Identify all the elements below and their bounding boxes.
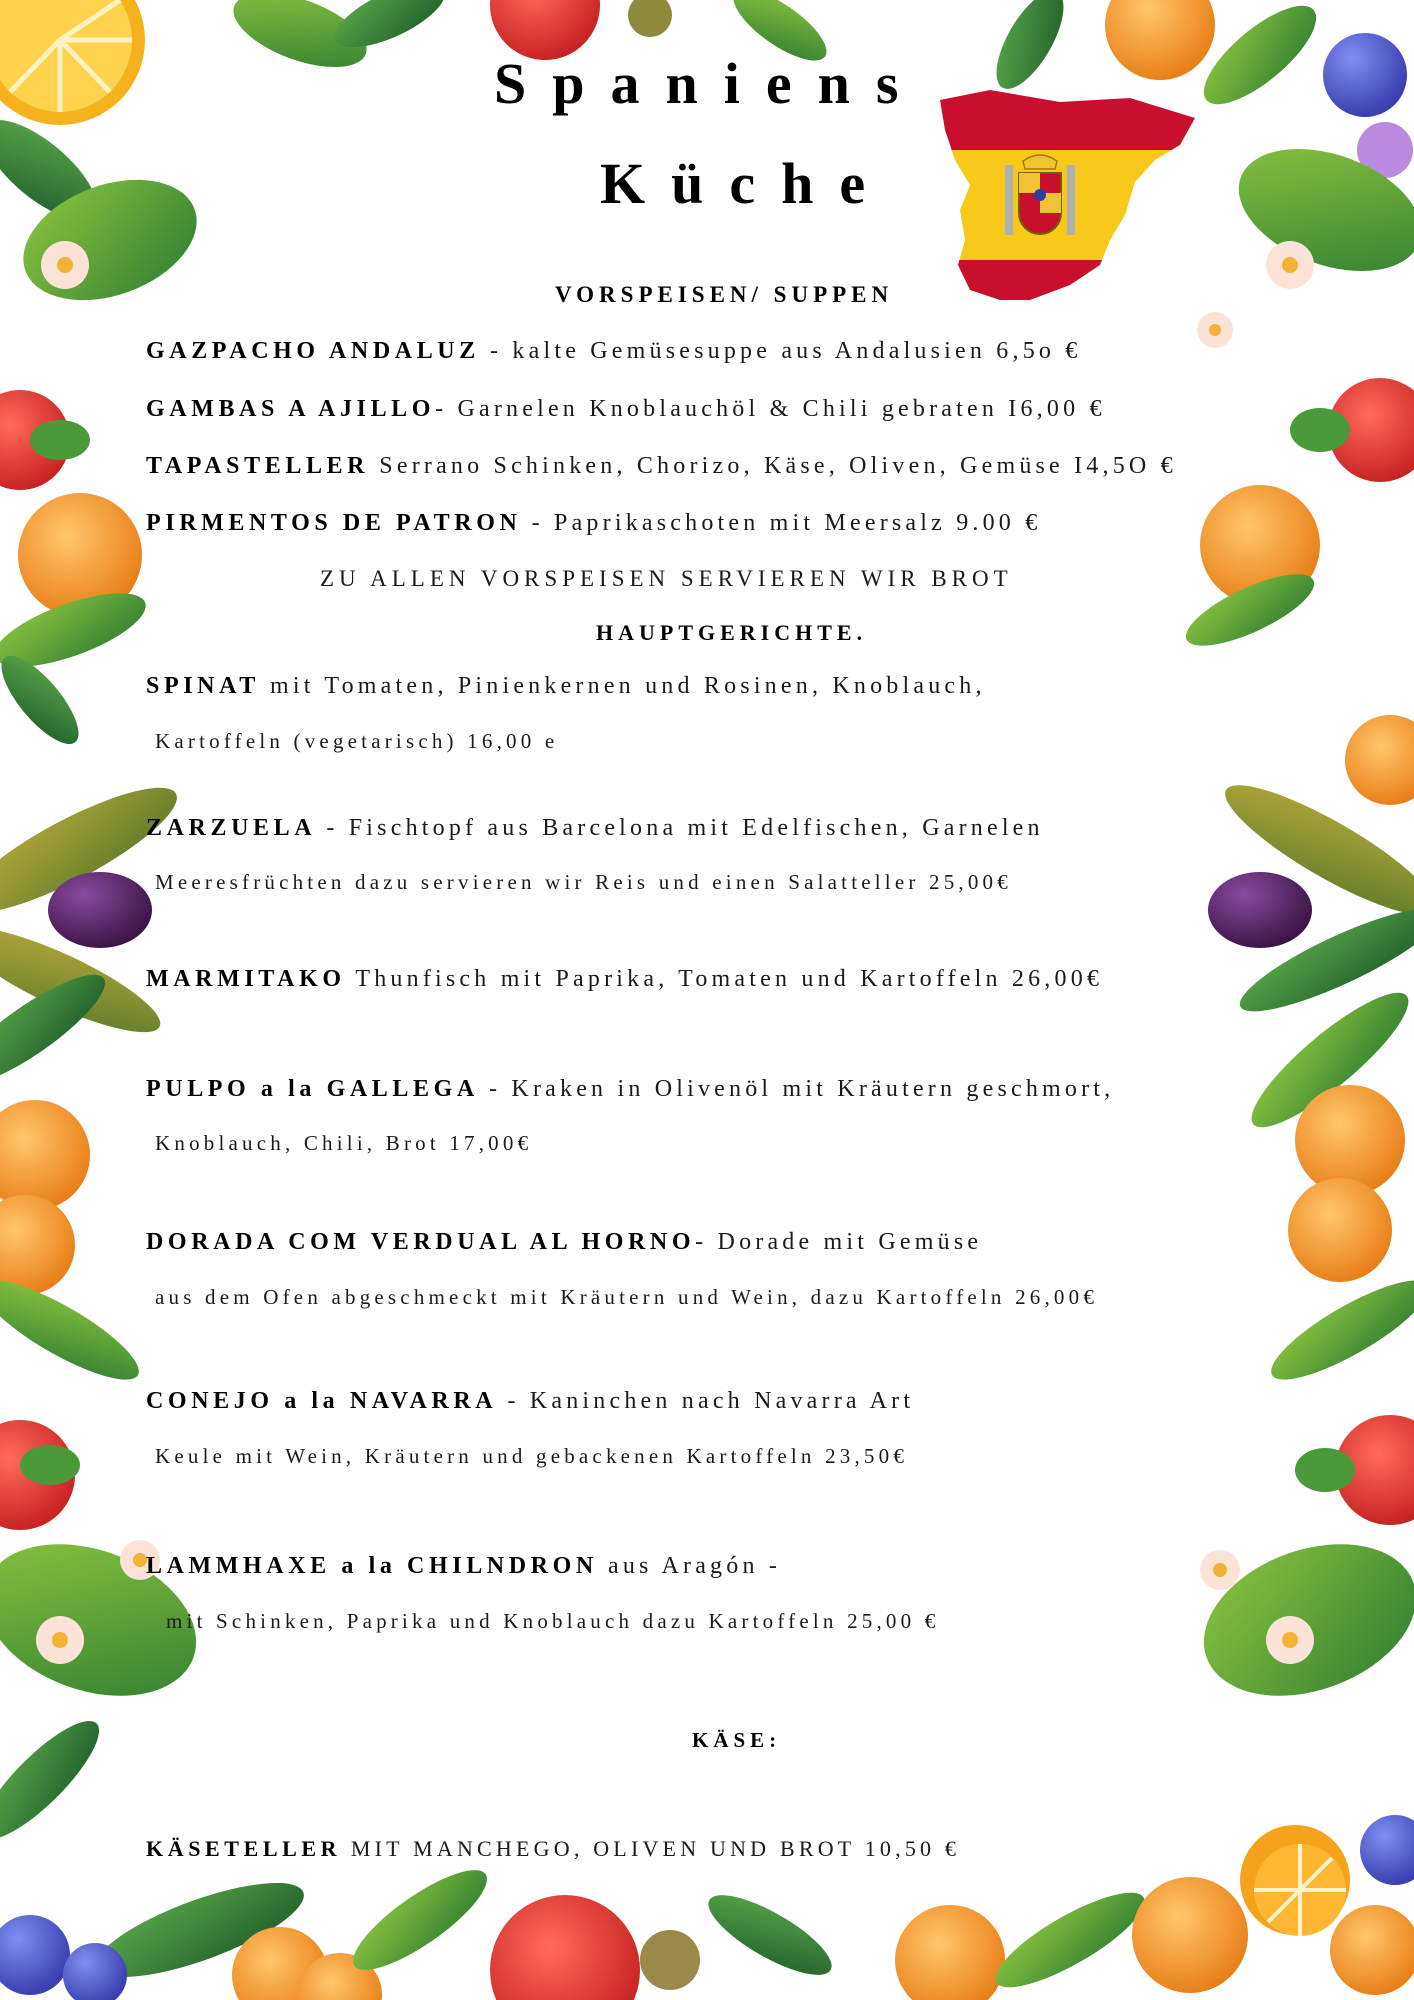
dish-description-line2: mit Schinken, Paprika und Knoblauch dazu Kartoffeln 25,00 € bbox=[166, 1609, 940, 1633]
dish-name: PIRMENTOS DE PATRON bbox=[146, 510, 522, 536]
dish-name: SPINAT bbox=[146, 673, 260, 699]
dish-description: Thunfisch mit Paprika, Tomaten und Kartoffeln 26,00€ bbox=[345, 966, 1104, 992]
menu-item-marmitako bbox=[146, 966, 1103, 993]
menu-item-conejo bbox=[146, 1388, 914, 1415]
dish-description: - Garnelen Knoblauchöl & Chili gebraten I6,00 € bbox=[435, 396, 1106, 422]
menu-item-gazpacho bbox=[146, 338, 1082, 365]
dish-description: MIT MANCHEGO, OLIVEN UND BROT 10,50 € bbox=[341, 1836, 961, 1861]
mains-heading: HAUPTGERICHTE. bbox=[596, 620, 868, 645]
menu-item-pulpo bbox=[146, 1076, 1114, 1103]
dish-description: aus Aragón - bbox=[597, 1553, 782, 1579]
dish-description-line2: Kartoffeln (vegetarisch) 16,00 e bbox=[155, 729, 559, 753]
dish-name: KÄSETELLER bbox=[146, 1836, 342, 1861]
dish-description: mit Tomaten, Pinienkernen und Rosinen, Knoblauch, bbox=[259, 673, 986, 699]
dish-description: - Kraken in Olivenöl mit Kräutern geschmort, bbox=[478, 1076, 1115, 1102]
dish-description: Serrano Schinken, Chorizo, Käse, Oliven, Gemüse I4,5O € bbox=[369, 453, 1177, 479]
dish-name: GAZPACHO ANDALUZ bbox=[146, 338, 480, 364]
dish-description-line2: aus dem Ofen abgeschmeckt mit Kräutern und Wein, dazu Kartoffeln 26,00€ bbox=[155, 1285, 1099, 1309]
menu-item-zarzuela bbox=[146, 815, 1044, 842]
dish-name: MARMITAKO bbox=[146, 966, 346, 992]
dish-name: LAMMHAXE a la CHILNDRON bbox=[146, 1553, 598, 1579]
starters-heading: VORSPEISEN/ SUPPEN bbox=[555, 282, 894, 307]
dish-description: - Dorade mit Gemüse bbox=[695, 1229, 983, 1255]
menu-item-tapasteller bbox=[146, 453, 1177, 480]
dish-name: GAMBAS A AJILLO bbox=[146, 396, 436, 422]
dish-name: PULPO a la GALLEGA bbox=[146, 1076, 479, 1102]
dish-description-line2: Meeresfrüchten dazu servieren wir Reis und einen Salatteller 25,00€ bbox=[155, 870, 1012, 894]
menu-item-spinat bbox=[146, 673, 986, 700]
menu-item-gambas bbox=[146, 396, 1106, 423]
menu-item-kaeseteller bbox=[146, 1836, 960, 1862]
bread-note: ZU ALLEN VORSPEISEN SERVIEREN WIR BROT bbox=[320, 566, 1013, 591]
dish-name: ZARZUELA bbox=[146, 815, 317, 841]
dish-description-line2: Keule mit Wein, Kräutern und gebackenen Kartoffeln 23,50€ bbox=[155, 1444, 909, 1468]
spain-flag-map-icon bbox=[930, 90, 1200, 315]
dish-name: TAPASTELLER bbox=[146, 453, 370, 479]
menu-item-dorada bbox=[146, 1229, 982, 1256]
dish-name: CONEJO a la NAVARRA bbox=[146, 1388, 498, 1414]
dish-description: - Fischtopf aus Barcelona mit Edelfischen, Garnelen bbox=[316, 815, 1044, 841]
dish-description: - kalte Gemüsesuppe aus Andalusien 6,5o € bbox=[479, 338, 1082, 364]
menu-item-lammhaxe bbox=[146, 1553, 781, 1580]
cheese-heading: KÄSE: bbox=[692, 1728, 782, 1752]
menu-item-pimientos bbox=[146, 510, 1041, 537]
dish-description-line2: Knoblauch, Chili, Brot 17,00€ bbox=[155, 1131, 533, 1155]
menu-title-line2: Küche bbox=[600, 151, 892, 216]
dish-description: - Paprikaschoten mit Meersalz 9.00 € bbox=[521, 510, 1042, 536]
dish-name: DORADA COM VERDUAL AL HORNO bbox=[146, 1229, 696, 1255]
menu-title-line1: Spaniens bbox=[494, 51, 925, 116]
dish-description: - Kaninchen nach Navarra Art bbox=[497, 1388, 915, 1414]
